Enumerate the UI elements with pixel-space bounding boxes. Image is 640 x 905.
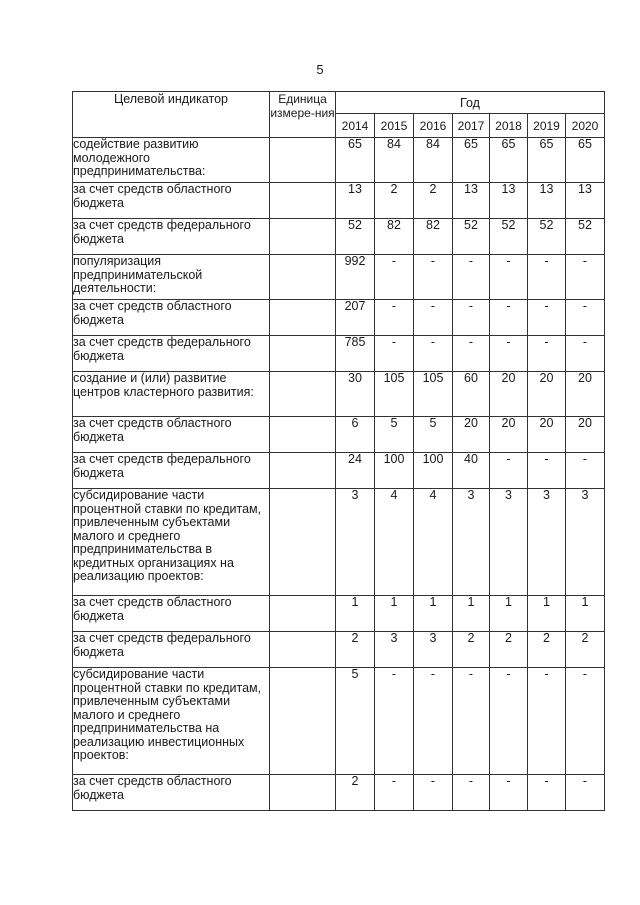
value-cell: - — [453, 300, 490, 336]
value-cell: 6 — [336, 417, 375, 453]
indicator-cell: популяризация предпринимательской деятельности: — [73, 255, 270, 300]
value-cell: - — [375, 775, 414, 811]
value-cell: 84 — [375, 138, 414, 183]
value-cell: 4 — [375, 489, 414, 596]
value-cell: 13 — [453, 183, 490, 219]
value-cell: 100 — [414, 453, 453, 489]
value-cell: - — [490, 300, 528, 336]
value-cell: - — [453, 336, 490, 372]
value-cell: - — [566, 668, 605, 775]
header-year: 2016 — [414, 114, 453, 138]
value-cell: 1 — [528, 596, 566, 632]
value-cell: 3 — [566, 489, 605, 596]
value-cell: 13 — [490, 183, 528, 219]
indicators-table — [72, 91, 605, 811]
indicator-cell: за счет средств областного бюджета — [73, 596, 270, 632]
value-cell: 105 — [375, 372, 414, 417]
indicator-cell: за счет средств федерального бюджета — [73, 219, 270, 255]
indicator-cell: субсидирование части процентной ставки по кредитам, привлеченным субъектами малого и среднего предпринимательства на реализацию инвестиционных проектов: — [73, 668, 270, 775]
value-cell: 3 — [375, 632, 414, 668]
table-row — [73, 255, 605, 300]
indicator-cell: за счет средств областного бюджета — [73, 183, 270, 219]
value-cell: - — [375, 255, 414, 300]
value-cell: 13 — [336, 183, 375, 219]
value-cell: - — [414, 336, 453, 372]
value-cell: - — [490, 453, 528, 489]
value-cell: - — [453, 255, 490, 300]
value-cell: 105 — [414, 372, 453, 417]
header-year: 2018 — [490, 114, 528, 138]
indicator-cell: за счет средств областного бюджета — [73, 775, 270, 811]
unit-cell — [270, 255, 336, 300]
header-indicator: Целевой индикатор — [73, 92, 270, 138]
table-body — [73, 138, 605, 811]
indicator-cell: содействие развитию молодежного предпринимательства: — [73, 138, 270, 183]
value-cell: 3 — [453, 489, 490, 596]
value-cell: 2 — [453, 632, 490, 668]
value-cell: - — [490, 255, 528, 300]
table-row — [73, 632, 605, 668]
value-cell: - — [528, 775, 566, 811]
value-cell: - — [414, 775, 453, 811]
value-cell: 2 — [414, 183, 453, 219]
unit-cell — [270, 489, 336, 596]
unit-cell — [270, 138, 336, 183]
value-cell: - — [375, 300, 414, 336]
value-cell: 1 — [453, 596, 490, 632]
indicator-cell: за счет средств областного бюджета — [73, 417, 270, 453]
table-row — [73, 336, 605, 372]
indicator-cell: за счет средств областного бюджета — [73, 300, 270, 336]
value-cell: 992 — [336, 255, 375, 300]
value-cell: 20 — [528, 372, 566, 417]
unit-cell — [270, 219, 336, 255]
header-unit: Единица измере-ния — [270, 92, 336, 138]
value-cell: 20 — [566, 417, 605, 453]
value-cell: - — [566, 300, 605, 336]
unit-cell — [270, 336, 336, 372]
table-row — [73, 596, 605, 632]
value-cell: 3 — [414, 632, 453, 668]
value-cell: - — [453, 775, 490, 811]
page-number: 5 — [316, 62, 324, 77]
value-cell: 5 — [414, 417, 453, 453]
value-cell: 4 — [414, 489, 453, 596]
unit-cell — [270, 372, 336, 417]
indicator-cell: создание и (или) развитие центров кластерного развития: — [73, 372, 270, 417]
value-cell: 52 — [453, 219, 490, 255]
value-cell: 52 — [566, 219, 605, 255]
value-cell: - — [414, 300, 453, 336]
value-cell: - — [566, 453, 605, 489]
unit-cell — [270, 300, 336, 336]
value-cell: 40 — [453, 453, 490, 489]
table-row — [73, 300, 605, 336]
value-cell: 207 — [336, 300, 375, 336]
value-cell: 3 — [490, 489, 528, 596]
value-cell: 84 — [414, 138, 453, 183]
value-cell: 65 — [566, 138, 605, 183]
table-row — [73, 138, 605, 183]
value-cell: - — [490, 775, 528, 811]
unit-cell — [270, 632, 336, 668]
value-cell: 20 — [490, 417, 528, 453]
unit-cell — [270, 668, 336, 775]
value-cell: 20 — [566, 372, 605, 417]
value-cell: 82 — [414, 219, 453, 255]
header-year: 2017 — [453, 114, 490, 138]
value-cell: - — [528, 300, 566, 336]
value-cell: - — [414, 668, 453, 775]
value-cell: - — [528, 255, 566, 300]
value-cell: 2 — [336, 632, 375, 668]
table-row — [73, 219, 605, 255]
value-cell: 52 — [336, 219, 375, 255]
indicator-cell: за счет средств федерального бюджета — [73, 632, 270, 668]
header-year: 2015 — [375, 114, 414, 138]
value-cell: 3 — [528, 489, 566, 596]
table-row — [73, 417, 605, 453]
table-row — [73, 489, 605, 596]
value-cell: 2 — [528, 632, 566, 668]
value-cell: 2 — [336, 775, 375, 811]
value-cell: - — [528, 336, 566, 372]
table-row — [73, 372, 605, 417]
value-cell: 3 — [336, 489, 375, 596]
value-cell: 65 — [453, 138, 490, 183]
value-cell: 5 — [375, 417, 414, 453]
value-cell: 1 — [375, 596, 414, 632]
header-year: 2014 — [336, 114, 375, 138]
value-cell: 2 — [490, 632, 528, 668]
value-cell: 65 — [528, 138, 566, 183]
value-cell: 82 — [375, 219, 414, 255]
value-cell: 13 — [566, 183, 605, 219]
value-cell: - — [375, 336, 414, 372]
table-row — [73, 183, 605, 219]
indicator-cell: за счет средств федерального бюджета — [73, 336, 270, 372]
value-cell: - — [566, 336, 605, 372]
value-cell: 100 — [375, 453, 414, 489]
value-cell: - — [566, 255, 605, 300]
header-year-group: Год — [336, 92, 605, 114]
unit-cell — [270, 775, 336, 811]
value-cell: 65 — [490, 138, 528, 183]
table-header — [73, 92, 605, 138]
value-cell: - — [528, 668, 566, 775]
value-cell: 20 — [490, 372, 528, 417]
value-cell: - — [414, 255, 453, 300]
indicator-cell: субсидирование части процентной ставки по кредитам, привлеченным субъектами малого и среднего предпринимательства в кредитных организациях на реализацию проектов: — [73, 489, 270, 596]
value-cell: - — [528, 453, 566, 489]
value-cell: 65 — [336, 138, 375, 183]
value-cell: - — [490, 336, 528, 372]
unit-cell — [270, 453, 336, 489]
value-cell: - — [490, 668, 528, 775]
value-cell: 52 — [490, 219, 528, 255]
value-cell: 52 — [528, 219, 566, 255]
value-cell: 20 — [453, 417, 490, 453]
value-cell: 20 — [528, 417, 566, 453]
indicator-cell: за счет средств федерального бюджета — [73, 453, 270, 489]
value-cell: 785 — [336, 336, 375, 372]
unit-cell — [270, 596, 336, 632]
header-year: 2020 — [566, 114, 605, 138]
table-row — [73, 453, 605, 489]
table-row — [73, 775, 605, 811]
header-year: 2019 — [528, 114, 566, 138]
table-row — [73, 668, 605, 775]
unit-cell — [270, 417, 336, 453]
value-cell: 1 — [566, 596, 605, 632]
value-cell: 1 — [490, 596, 528, 632]
value-cell: - — [453, 668, 490, 775]
value-cell: 5 — [336, 668, 375, 775]
value-cell: - — [566, 775, 605, 811]
value-cell: 1 — [336, 596, 375, 632]
value-cell: 30 — [336, 372, 375, 417]
value-cell: 2 — [375, 183, 414, 219]
value-cell: 13 — [528, 183, 566, 219]
value-cell: 24 — [336, 453, 375, 489]
value-cell: - — [375, 668, 414, 775]
unit-cell — [270, 183, 336, 219]
value-cell: 2 — [566, 632, 605, 668]
value-cell: 1 — [414, 596, 453, 632]
value-cell: 60 — [453, 372, 490, 417]
